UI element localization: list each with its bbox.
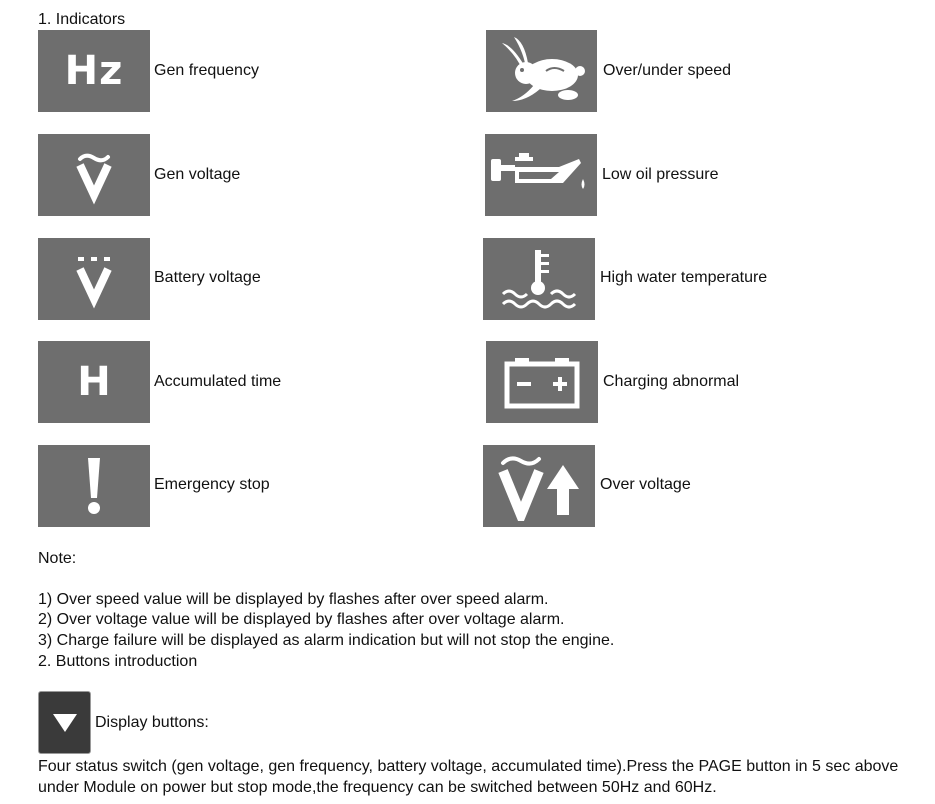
label-gen-voltage: Gen voltage xyxy=(154,166,241,183)
display-button-label: Display buttons: xyxy=(95,714,209,731)
water-temperature-icon xyxy=(483,238,595,320)
section-title-indicators: 1. Indicators xyxy=(38,11,126,28)
label-high-water-temperature: High water temperature xyxy=(600,269,768,286)
gen-voltage-icon xyxy=(38,134,150,216)
exclamation-icon xyxy=(38,445,150,527)
display-button-description: Four status switch (gen voltage, gen frequency, battery voltage, accumulated time).Press the PAGE button in 5 sec above under Module on power but stop mode,the frequency can be switched between 50Hz and 60Hz. xyxy=(38,758,899,796)
note-line-2: 2) Over voltage value will be displayed by flashes after over voltage alarm. xyxy=(38,611,565,628)
hz-icon xyxy=(38,30,150,112)
triangle-down-icon xyxy=(51,712,79,734)
label-over-voltage: Over voltage xyxy=(600,476,691,493)
rabbit-icon xyxy=(486,30,597,112)
label-gen-frequency: Gen frequency xyxy=(154,62,259,79)
hz-glyph: Hz xyxy=(64,48,124,94)
display-button[interactable] xyxy=(38,691,91,754)
label-over-under-speed: Over/under speed xyxy=(603,62,732,79)
battery-voltage-icon xyxy=(38,238,150,320)
note-line-1: 1) Over speed value will be displayed by flashes after over speed alarm. xyxy=(38,591,549,608)
label-low-oil-pressure: Low oil pressure xyxy=(602,166,719,183)
note-line-3: 3) Charge failure will be displayed as alarm indication but will not stop the engine. xyxy=(38,632,615,649)
accumulated-time-icon xyxy=(38,341,150,423)
label-emergency-stop: Emergency stop xyxy=(154,476,270,493)
h-glyph: H xyxy=(77,359,111,405)
note-title: Note: xyxy=(38,550,77,567)
label-charging-abnormal: Charging abnormal xyxy=(603,373,740,390)
section-title-buttons: 2. Buttons introduction xyxy=(38,653,198,670)
oil-can-icon xyxy=(485,134,597,216)
over-voltage-icon xyxy=(483,445,595,527)
label-accumulated-time: Accumulated time xyxy=(154,373,282,390)
battery-icon xyxy=(486,341,598,423)
label-battery-voltage: Battery voltage xyxy=(154,269,261,286)
